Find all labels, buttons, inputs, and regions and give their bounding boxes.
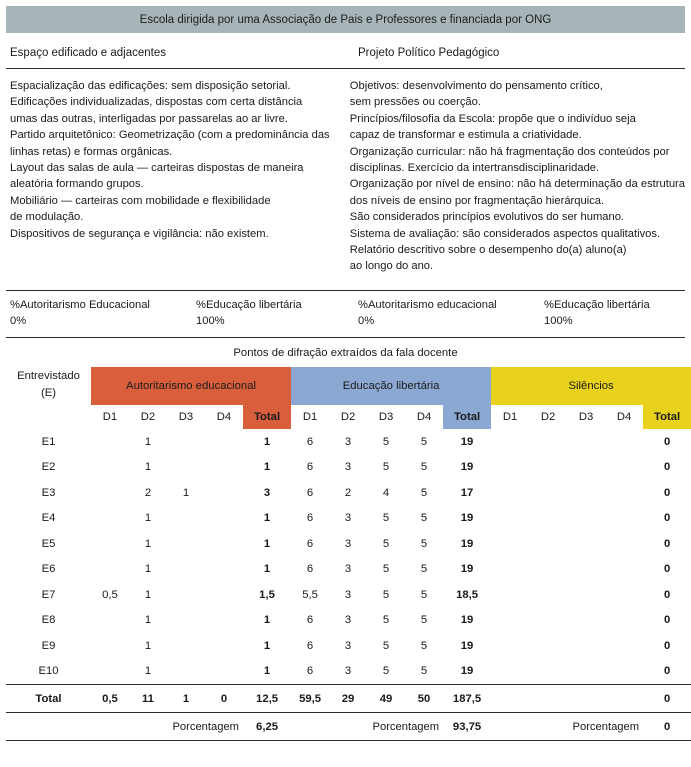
cell-a-total: 3 xyxy=(263,486,271,499)
cell-a-d3 xyxy=(167,659,205,685)
subheader-b-total: Total xyxy=(443,405,491,429)
cell-c-d4 xyxy=(605,582,643,608)
cell-b-d1: 6 xyxy=(306,486,314,499)
banner-title-bar xyxy=(6,6,685,33)
cell-c-d4 xyxy=(605,506,643,532)
cell-b-d3: 5 xyxy=(382,665,390,678)
total-a-d4: 0 xyxy=(205,685,243,713)
percentage-value: 0% xyxy=(10,314,27,327)
cell-b-d1: 6 xyxy=(306,563,314,576)
cell-b-d4: 5 xyxy=(420,537,428,550)
cell-c-total: 0 xyxy=(663,614,671,627)
cell-c-d4 xyxy=(605,531,643,557)
percentage-cell xyxy=(540,298,685,329)
percentage-label: %Educação libertária xyxy=(196,299,302,311)
cell-a-d4 xyxy=(205,582,243,608)
left-line: aleatória formando grupos. xyxy=(10,178,144,191)
cell-a-d2: 1 xyxy=(144,563,152,576)
cell-a-total: 1 xyxy=(263,563,271,576)
cell-c-d4 xyxy=(605,633,643,659)
cell-a-total: 1 xyxy=(263,614,271,627)
cell-a-total: 1 xyxy=(263,461,271,474)
right-line: Relatório descritivo sobre o desempenho do(a) aluno(a) xyxy=(349,244,627,257)
column-bodies xyxy=(6,69,685,291)
cell-c-d2 xyxy=(529,557,567,583)
percentage-value: 100% xyxy=(196,314,225,327)
cell-c-d3 xyxy=(567,429,605,455)
cell-a-d3 xyxy=(167,582,205,608)
column-headings xyxy=(6,33,685,69)
table-row xyxy=(6,659,691,685)
subheader-c-total: Total xyxy=(643,405,691,429)
cell-a-d4 xyxy=(205,455,243,481)
cell-c-d3 xyxy=(567,531,605,557)
cell-a-d2: 1 xyxy=(144,461,152,474)
cell-b-d4: 5 xyxy=(420,614,428,627)
cell-c-d1 xyxy=(491,480,529,506)
cell-b-d1: 6 xyxy=(306,435,314,448)
cell-b-d4: 5 xyxy=(420,639,428,652)
pct-blank-3 xyxy=(129,713,167,741)
cell-a-d1: 0,5 xyxy=(102,588,118,601)
pct-label-autoritarismo: Porcentagem xyxy=(167,713,243,741)
group-label: Silêncios xyxy=(491,367,691,405)
subheader-a-d2: D2 xyxy=(140,411,156,423)
cell-c-total: 0 xyxy=(663,435,671,448)
cell-a-d1 xyxy=(91,480,129,506)
pct-label-educacao-libertaria: Porcentagem xyxy=(367,713,443,741)
banner-title: Escola dirigida por uma Associação de Pais e Professores e financiada por ONG xyxy=(139,13,552,26)
cell-b-d1: 6 xyxy=(306,639,314,652)
cell-a-d2: 1 xyxy=(144,614,152,627)
cell-c-d3 xyxy=(567,557,605,583)
table-row xyxy=(6,608,691,634)
cell-a-d1 xyxy=(91,455,129,481)
cell-b-total: 19 xyxy=(460,537,474,550)
subheader-blank xyxy=(6,405,91,429)
cell-a-d2: 1 xyxy=(144,665,152,678)
cell-b-total: 17 xyxy=(460,486,474,499)
cell-a-d2: 1 xyxy=(144,435,152,448)
total-a-d3: 1 xyxy=(167,685,205,713)
pct-blank-6 xyxy=(491,713,529,741)
cell-b-d2: 3 xyxy=(344,588,352,601)
cell-c-d1 xyxy=(491,557,529,583)
cell-c-total: 0 xyxy=(663,537,671,550)
cell-b-d2: 3 xyxy=(344,665,352,678)
cell-b-total: 19 xyxy=(460,435,474,448)
cell-a-d4 xyxy=(205,506,243,532)
right-line: capaz de transformar e estimula a criatividade. xyxy=(349,129,582,142)
pct-value-educacao-libertaria: 93,75 xyxy=(443,713,491,741)
cell-a-d4 xyxy=(205,480,243,506)
cell-b-total: 19 xyxy=(460,665,474,678)
interviewee-header-line2: (E) xyxy=(40,387,57,399)
cell-c-d1 xyxy=(491,608,529,634)
cell-c-total: 0 xyxy=(663,639,671,652)
cell-a-d2: 1 xyxy=(144,512,152,525)
cell-a-total: 1 xyxy=(263,512,271,525)
row-id: E4 xyxy=(41,512,56,525)
group-label: Autoritarismo educacional xyxy=(91,367,291,405)
cell-b-d3: 5 xyxy=(382,461,390,474)
cell-c-d1 xyxy=(491,531,529,557)
cell-b-d2: 3 xyxy=(344,614,352,627)
percentage-cell xyxy=(192,298,354,329)
percentage-label: %Autoritarismo educacional xyxy=(358,299,497,311)
cell-a-d2: 1 xyxy=(144,588,152,601)
cell-a-total: 1,5 xyxy=(259,588,275,601)
total-label: Total xyxy=(6,685,91,713)
cell-c-d3 xyxy=(567,582,605,608)
cell-c-d4 xyxy=(605,608,643,634)
interviewee-header-line1: Entrevistado xyxy=(17,370,80,382)
pct-blank-1 xyxy=(6,713,91,741)
left-column-heading: Espaço edificado e adjacentes xyxy=(10,47,166,59)
left-line: umas das outras, interligadas por passarelas ao ar livre. xyxy=(10,112,288,125)
cell-a-total: 1 xyxy=(263,537,271,550)
cell-a-d4 xyxy=(205,633,243,659)
cell-c-d3 xyxy=(567,480,605,506)
right-line: Organização por nível de ensino: não há determinação da estrutura xyxy=(349,178,685,191)
cell-b-d3: 5 xyxy=(382,512,390,525)
total-a-total: 12,5 xyxy=(243,685,291,713)
total-c-d2 xyxy=(529,685,567,713)
cell-b-d3: 5 xyxy=(382,588,390,601)
cell-b-d4: 5 xyxy=(420,461,428,474)
page-root xyxy=(0,6,691,767)
table-row xyxy=(6,633,691,659)
cell-b-d2: 3 xyxy=(344,537,352,550)
cell-a-d1 xyxy=(91,633,129,659)
cell-a-d4 xyxy=(205,659,243,685)
subheader-a-d1: D1 xyxy=(102,411,118,423)
cell-b-d4: 5 xyxy=(420,435,428,448)
left-column-text xyxy=(6,78,346,284)
cell-b-d1: 6 xyxy=(306,537,314,550)
cell-c-d1 xyxy=(491,506,529,532)
table-percentage-row xyxy=(6,713,691,741)
subheader-c-d3: D3 xyxy=(578,411,594,423)
pct-blank-5 xyxy=(329,713,367,741)
left-line: Partido arquitetônico: Geometrização (com a predominância das xyxy=(10,129,330,142)
cell-c-d2 xyxy=(529,633,567,659)
cell-a-d2: 2 xyxy=(144,486,152,499)
cell-a-d3 xyxy=(167,531,205,557)
left-line: Layout das salas de aula — carteiras dispostas de maneira xyxy=(10,162,304,175)
cell-a-d1 xyxy=(91,608,129,634)
table-total-row xyxy=(6,685,691,713)
table-row xyxy=(6,557,691,583)
cell-b-d4: 5 xyxy=(420,512,428,525)
cell-b-total: 19 xyxy=(460,461,474,474)
cell-c-d2 xyxy=(529,582,567,608)
cell-a-d1 xyxy=(91,557,129,583)
cell-c-d4 xyxy=(605,480,643,506)
left-line: Edificações individualizadas, dispostas com certa distância xyxy=(10,96,303,109)
cell-c-total: 0 xyxy=(663,588,671,601)
row-id: E1 xyxy=(41,435,56,448)
total-b-total: 187,5 xyxy=(443,685,491,713)
percentage-summary-row xyxy=(6,291,685,338)
cell-a-total: 1 xyxy=(263,665,271,678)
cell-b-d3: 4 xyxy=(382,486,390,499)
subheader-b-d1: D1 xyxy=(302,411,318,423)
total-b-d1: 59,5 xyxy=(291,685,329,713)
left-line: linhas retas) e formas orgânicas. xyxy=(10,145,173,158)
cell-c-d2 xyxy=(529,531,567,557)
total-c-d1 xyxy=(491,685,529,713)
right-line: Princípios/filosofia da Escola: propõe que o indivíduo seja xyxy=(349,112,636,125)
pct-blank-4 xyxy=(291,713,329,741)
group-header-silencios xyxy=(491,367,691,405)
total-b-d2: 29 xyxy=(329,685,367,713)
group-label: Educação libertária xyxy=(291,367,491,405)
cell-a-d4 xyxy=(205,531,243,557)
cell-a-d3 xyxy=(167,429,205,455)
cell-b-total: 19 xyxy=(460,563,474,576)
group-header-educacao-libertaria xyxy=(291,367,491,405)
right-line: Sistema de avaliação: são considerados aspectos qualitativos. xyxy=(349,227,661,240)
pct-value-silencios: 0 xyxy=(643,713,691,741)
right-column-text xyxy=(346,78,685,284)
table-row xyxy=(6,582,691,608)
cell-c-d2 xyxy=(529,455,567,481)
cell-b-d1: 6 xyxy=(306,614,314,627)
percentage-value: 100% xyxy=(544,314,573,327)
cell-b-d1: 6 xyxy=(306,512,314,525)
cell-b-d3: 5 xyxy=(382,563,390,576)
cell-b-d3: 5 xyxy=(382,537,390,550)
pct-blank-2 xyxy=(91,713,129,741)
cell-a-d3: 1 xyxy=(182,486,190,499)
cell-b-d4: 5 xyxy=(420,486,428,499)
cell-b-d2: 3 xyxy=(344,435,352,448)
subheader-a-total: Total xyxy=(243,405,291,429)
cell-a-d1 xyxy=(91,531,129,557)
sub-header-row xyxy=(6,405,691,429)
table-row xyxy=(6,480,691,506)
cell-c-total: 0 xyxy=(663,461,671,474)
cell-c-d2 xyxy=(529,429,567,455)
row-id: E5 xyxy=(41,537,56,550)
cell-c-total: 0 xyxy=(663,665,671,678)
cell-c-total: 0 xyxy=(663,512,671,525)
cell-b-d2: 3 xyxy=(344,563,352,576)
table-row xyxy=(6,531,691,557)
percentage-label: %Educação libertária xyxy=(544,299,650,311)
right-column-heading: Projeto Político Pedagógico xyxy=(358,47,500,59)
cell-c-d2 xyxy=(529,659,567,685)
left-line: de modulação. xyxy=(10,211,84,224)
cell-a-d4 xyxy=(205,429,243,455)
right-line: São considerados princípios evolutivos do ser humano. xyxy=(349,211,625,224)
cell-b-d4: 5 xyxy=(420,563,428,576)
cell-c-d3 xyxy=(567,608,605,634)
cell-c-d1 xyxy=(491,659,529,685)
cell-b-total: 19 xyxy=(460,614,474,627)
row-id: E9 xyxy=(41,639,56,652)
cell-c-d3 xyxy=(567,633,605,659)
cell-c-d2 xyxy=(529,506,567,532)
right-line: Organização curricular: não há fragmentação dos conteúdos por xyxy=(349,145,670,158)
table-caption: Pontos de difração extraídos da fala docente xyxy=(233,347,458,359)
right-line: sem pressões ou coerção. xyxy=(349,96,481,109)
cell-c-d2 xyxy=(529,480,567,506)
cell-b-d1: 6 xyxy=(306,461,314,474)
cell-a-d3 xyxy=(167,557,205,583)
cell-a-d2: 1 xyxy=(144,639,152,652)
subheader-b-d2: D2 xyxy=(340,411,356,423)
row-id: E6 xyxy=(41,563,56,576)
cell-c-d4 xyxy=(605,659,643,685)
cell-c-d3 xyxy=(567,659,605,685)
subheader-c-d1: D1 xyxy=(502,411,518,423)
cell-b-d4: 5 xyxy=(420,588,428,601)
cell-b-d1: 5,5 xyxy=(302,588,318,601)
cell-a-total: 1 xyxy=(263,639,271,652)
cell-a-d4 xyxy=(205,608,243,634)
percentage-value: 0% xyxy=(358,314,375,327)
table-row xyxy=(6,429,691,455)
interviewee-header xyxy=(6,368,91,404)
table-row xyxy=(6,506,691,532)
cell-b-d3: 5 xyxy=(382,639,390,652)
pct-value-autoritarismo: 6,25 xyxy=(243,713,291,741)
cell-c-d4 xyxy=(605,455,643,481)
percentage-cell xyxy=(354,298,540,329)
cell-a-d1 xyxy=(91,429,129,455)
cell-b-total: 19 xyxy=(460,512,474,525)
cell-a-d4 xyxy=(205,557,243,583)
cell-a-d2: 1 xyxy=(144,537,152,550)
cell-c-total: 0 xyxy=(663,563,671,576)
subheader-b-d3: D3 xyxy=(378,411,394,423)
right-line: Objetivos: desenvolvimento do pensamento crítico, xyxy=(349,80,603,92)
total-b-d3: 49 xyxy=(367,685,405,713)
right-line: ao longo do ano. xyxy=(349,260,434,273)
row-id: E7 xyxy=(41,588,56,601)
left-line: Espacialização das edificações: sem disposição setorial. xyxy=(10,80,291,92)
cell-b-d2: 3 xyxy=(344,512,352,525)
cell-c-d4 xyxy=(605,557,643,583)
table-row xyxy=(6,455,691,481)
cell-b-total: 19 xyxy=(460,639,474,652)
pct-blank-7 xyxy=(529,713,567,741)
group-header-autoritarismo xyxy=(91,367,291,405)
cell-a-d3 xyxy=(167,455,205,481)
cell-c-d2 xyxy=(529,608,567,634)
total-a-d2: 11 xyxy=(129,685,167,713)
group-header-row xyxy=(6,367,691,405)
subheader-c-d2: D2 xyxy=(540,411,556,423)
row-id: E3 xyxy=(41,486,56,499)
cell-c-d1 xyxy=(491,582,529,608)
right-line: disciplinas. Exercício da intertransdisciplinaridade. xyxy=(349,162,600,175)
cell-a-d3 xyxy=(167,506,205,532)
cell-c-total: 0 xyxy=(663,486,671,499)
right-line: dos níveis de ensino por fragmentação hierárquica. xyxy=(349,194,605,207)
row-id: E10 xyxy=(38,665,59,678)
cell-c-d1 xyxy=(491,633,529,659)
total-a-d1: 0,5 xyxy=(91,685,129,713)
subheader-a-d4: D4 xyxy=(216,411,232,423)
cell-b-d2: 3 xyxy=(344,461,352,474)
cell-b-total: 18,5 xyxy=(456,588,479,601)
cell-c-d3 xyxy=(567,455,605,481)
cell-c-d1 xyxy=(491,455,529,481)
cell-b-d1: 6 xyxy=(306,665,314,678)
cell-b-d3: 5 xyxy=(382,435,390,448)
subheader-c-d4: D4 xyxy=(616,411,632,423)
cell-a-d1 xyxy=(91,506,129,532)
cell-b-d2: 2 xyxy=(344,486,352,499)
subheader-b-d4: D4 xyxy=(416,411,432,423)
total-c-d4 xyxy=(605,685,643,713)
percentage-label: %Autoritarismo Educacional xyxy=(10,299,150,311)
row-id: E8 xyxy=(41,614,56,627)
cell-c-d4 xyxy=(605,429,643,455)
diffraction-points-table xyxy=(6,367,691,741)
subheader-a-d3: D3 xyxy=(178,411,194,423)
cell-a-d3 xyxy=(167,633,205,659)
cell-c-d1 xyxy=(491,429,529,455)
total-c-total: 0 xyxy=(643,685,691,713)
total-b-d4: 50 xyxy=(405,685,443,713)
cell-b-d4: 5 xyxy=(420,665,428,678)
row-header-corner xyxy=(6,367,91,405)
row-id: E2 xyxy=(41,461,56,474)
cell-a-total: 1 xyxy=(263,435,271,448)
pct-label-silencios: Porcentagem xyxy=(567,713,643,741)
total-c-d3 xyxy=(567,685,605,713)
cell-c-d3 xyxy=(567,506,605,532)
percentage-cell xyxy=(6,298,192,329)
left-line: Mobiliário — carteiras com mobilidade e flexibilidade xyxy=(10,194,271,207)
cell-b-d2: 3 xyxy=(344,639,352,652)
cell-b-d3: 5 xyxy=(382,614,390,627)
cell-a-d3 xyxy=(167,608,205,634)
cell-a-d1 xyxy=(91,659,129,685)
left-line: Dispositivos de segurança e vigilância: não existem. xyxy=(10,227,269,240)
